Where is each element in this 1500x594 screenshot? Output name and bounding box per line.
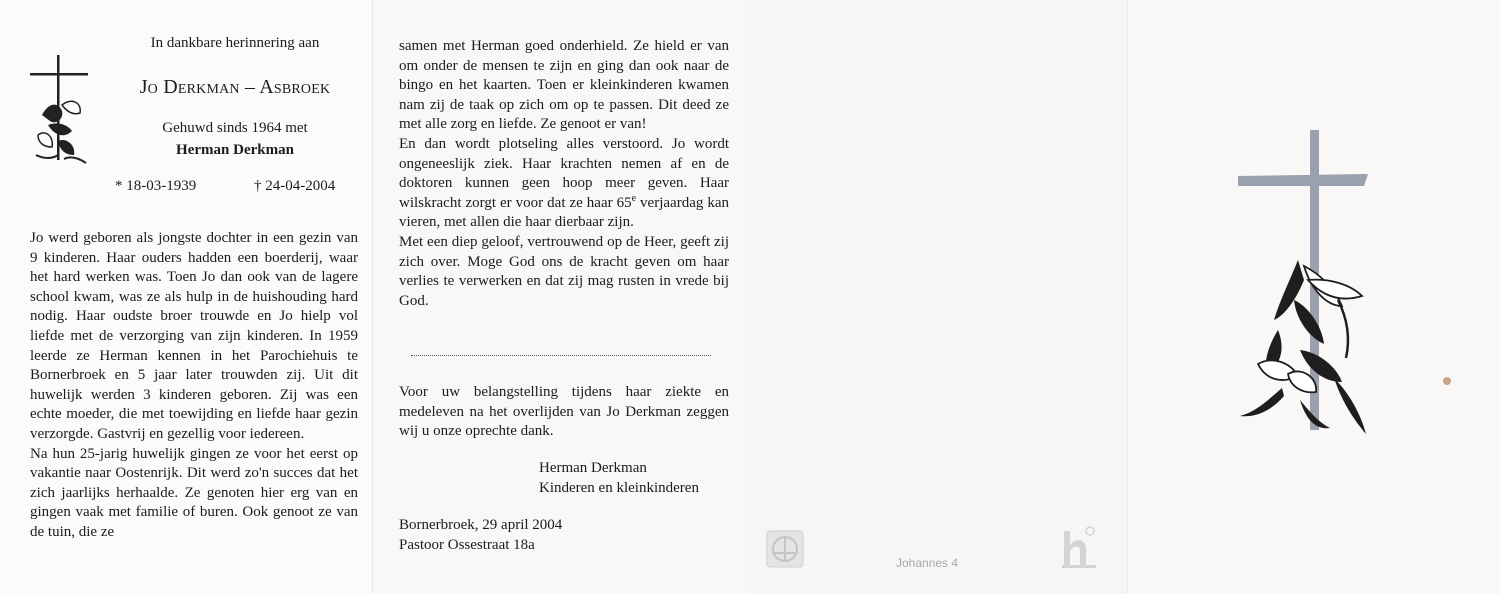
biography-paragraph: Jo werd geboren als jongste dochter in een gezin van 9 kinderen. Haar ouders hadden een boerderij, waar het hard werken was. Toen Jo dan ook van de lagere school kwam, was ze als hulp in de huishouding hard nodig. Haar oudste broer trouwde en Jo hielp vol liefde met de verzorging van zijn kinderen. In 1959 leerde ze Herman kennen in het Parochiehuis te Bornerbroek en 5 jaar later trouwden zij. Uit dit huwelijk werden 3 kinderen geboren. Zij was een echte moeder, die met toewijding en liefde haar gezin verzorgde. Gastvrij en gezellig voor iedereen.: [30, 230, 358, 442]
death-date: † 24-04-2004: [254, 178, 336, 194]
left-panel: [0, 0, 372, 594]
signature-family: Kinderen en kleinkinderen: [539, 480, 699, 496]
place-date: Bornerbroek, 29 april 2004: [399, 517, 563, 533]
biography-paragraph: [399, 135, 729, 233]
signature-husband: Herman Derkman: [539, 460, 647, 476]
deceased-name: Jo Derkman – Asbroek: [139, 76, 331, 98]
address: Pastoor Ossestraat 18a: [399, 537, 535, 553]
husband-name: Herman Derkman: [176, 142, 294, 158]
text-span: En dan wordt plotseling alles verstoord. Jo wordt ongeneeslijk ziek. Haar krachten nemen af en de doktoren kunnen geen hoop meer geven. Haar wilskracht zorgt er voor dat ze haar 65: [399, 135, 729, 211]
intro-line: In dankbare herinnering aan: [150, 35, 320, 51]
text-span: verjaardag kan vieren, met allen die haar dierbaar zijn.: [399, 194, 729, 231]
cross-lily-icon: [28, 55, 92, 167]
married-line: Gehuwd sinds 1964 met: [162, 120, 308, 136]
paper-speck: [1443, 377, 1451, 385]
dotted-divider: [411, 355, 711, 356]
birth-date: * 18-03-1939: [115, 178, 197, 194]
middle-panel: [372, 0, 751, 594]
publisher-logo-icon: [766, 530, 804, 568]
biography-continued: [399, 37, 729, 311]
biography-paragraph: Na hun 25-jarig huwelijk gingen ze voor het eerst op vakantie naar Oostenrijk. Dit werd zo'n succes dat het zich jaarlijks herhaalde. Ze genoten hier erg van en gingen vaak met familie of buren. Ook genoot ze van de tuin, die ze: [30, 445, 358, 540]
back-panel: [750, 0, 1127, 594]
cross-with-lilies-icon: [1238, 130, 1374, 438]
biography-text: [30, 229, 358, 543]
biography-paragraph: samen met Herman goed onderhield. Ze hield er van om onder de mensen te zijn en ging dan ook naar de bingo en het kaarten. Toen er kleinkinderen kwamen nam zij de taak op zich om op te passen. Dit deed ze met alle zorg en liefde. Ze genoot er van!: [399, 38, 729, 133]
printer-logo-icon: [1062, 525, 1096, 569]
verse-reference: Johannes 4: [896, 556, 959, 570]
thanks-text: Voor uw belangstelling tijdens haar ziekte en medeleven na het overlijden van Jo Derkman zeggen wij u onze oprechte dank.: [399, 384, 729, 440]
front-cover-panel: [1127, 0, 1500, 594]
superscript: e: [631, 192, 637, 204]
biography-paragraph: Met een diep geloof, vertrouwend op de Heer, geeft zij zich over. Moge God ons de kracht geven om haar verlies te verwerken en dat zij mag rusten in vrede bij God.: [399, 233, 729, 309]
